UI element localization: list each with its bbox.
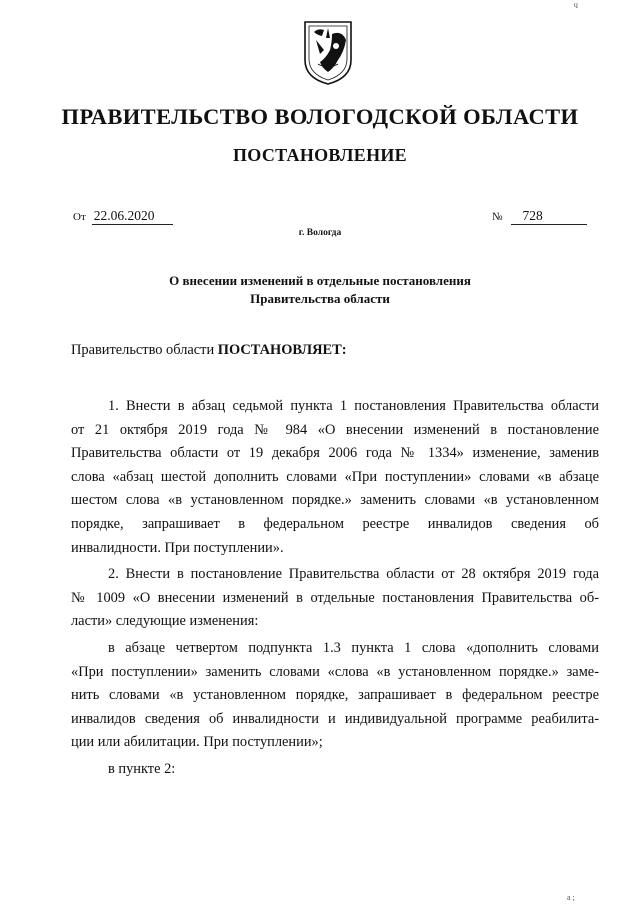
date-value: 22.06.2020 (92, 208, 173, 225)
body-line: № 1009 «О внесении изменений в отдельные постановления Правительства об- (71, 589, 599, 606)
body-line: в пункте 2: (108, 760, 176, 777)
decree-intro: Правительство области (71, 342, 218, 358)
decree-statement (71, 342, 347, 359)
vologda-coat-of-arms-icon (302, 20, 354, 86)
body-line: в абзаце четвертом подпункта 1.3 пункта 1 слова «дополнить словами (108, 639, 599, 656)
page-mark: а ; (567, 893, 575, 902)
number-value: 728 (511, 208, 587, 225)
body-line: шестом слова «в установленном порядке.» заменить словами «в установленном (71, 492, 599, 509)
body-line: инвалидности. При поступлении». (71, 539, 284, 556)
body-line: 2. Внести в постановление Правительства области от 28 октября 2019 года (108, 566, 599, 583)
government-title: ПРАВИТЕЛЬСТВО ВОЛОГОДСКОЙ ОБЛАСТИ (61, 104, 579, 129)
decree-verb: ПОСТАНОВЛЯЕТ: (217, 342, 347, 358)
number-prefix: № (492, 211, 503, 223)
body-line: 1. Внести в абзац седьмой пункта 1 постановления Правительства области (108, 398, 599, 414)
subject-line-2: Правительства области (250, 291, 390, 306)
body-line: нить словами «в установленном порядке, запрашивает в федеральном реестре (71, 687, 599, 704)
body-line: ции или абилитации. При поступлении»; (71, 734, 323, 751)
date-field (73, 208, 173, 225)
body-line: слова «абзац шестой дополнить словами «При поступлении» словами «в абзаце (71, 468, 599, 485)
number-field (492, 208, 587, 225)
subject-line-1: О внесении изменений в отдельные постановления (169, 273, 471, 288)
body-line: «При поступлении» заменить словами «слова «в установленном порядке.» заме- (71, 663, 599, 680)
body-line: порядке, запрашивает в федеральном реестре инвалидов сведения об (71, 515, 599, 532)
document-subject (0, 272, 640, 308)
body-line: ласти» следующие изменения: (71, 613, 259, 630)
date-prefix: От (73, 211, 86, 223)
document-body (71, 395, 599, 782)
body-line: Правительства области от 19 декабря 2006 года № 1334» изменение, заменив (71, 445, 599, 462)
city-label: г. Вологда (298, 228, 342, 238)
body-line: инвалидов сведения об инвалидности и индивидуальной программе реабилита- (71, 710, 599, 727)
corner-mark: ч (573, 0, 578, 10)
body-line: от 21 октября 2019 года № 984 «О внесении изменений в постановление (71, 421, 599, 438)
document-type: ПОСТАНОВЛЕНИЕ (233, 145, 407, 165)
